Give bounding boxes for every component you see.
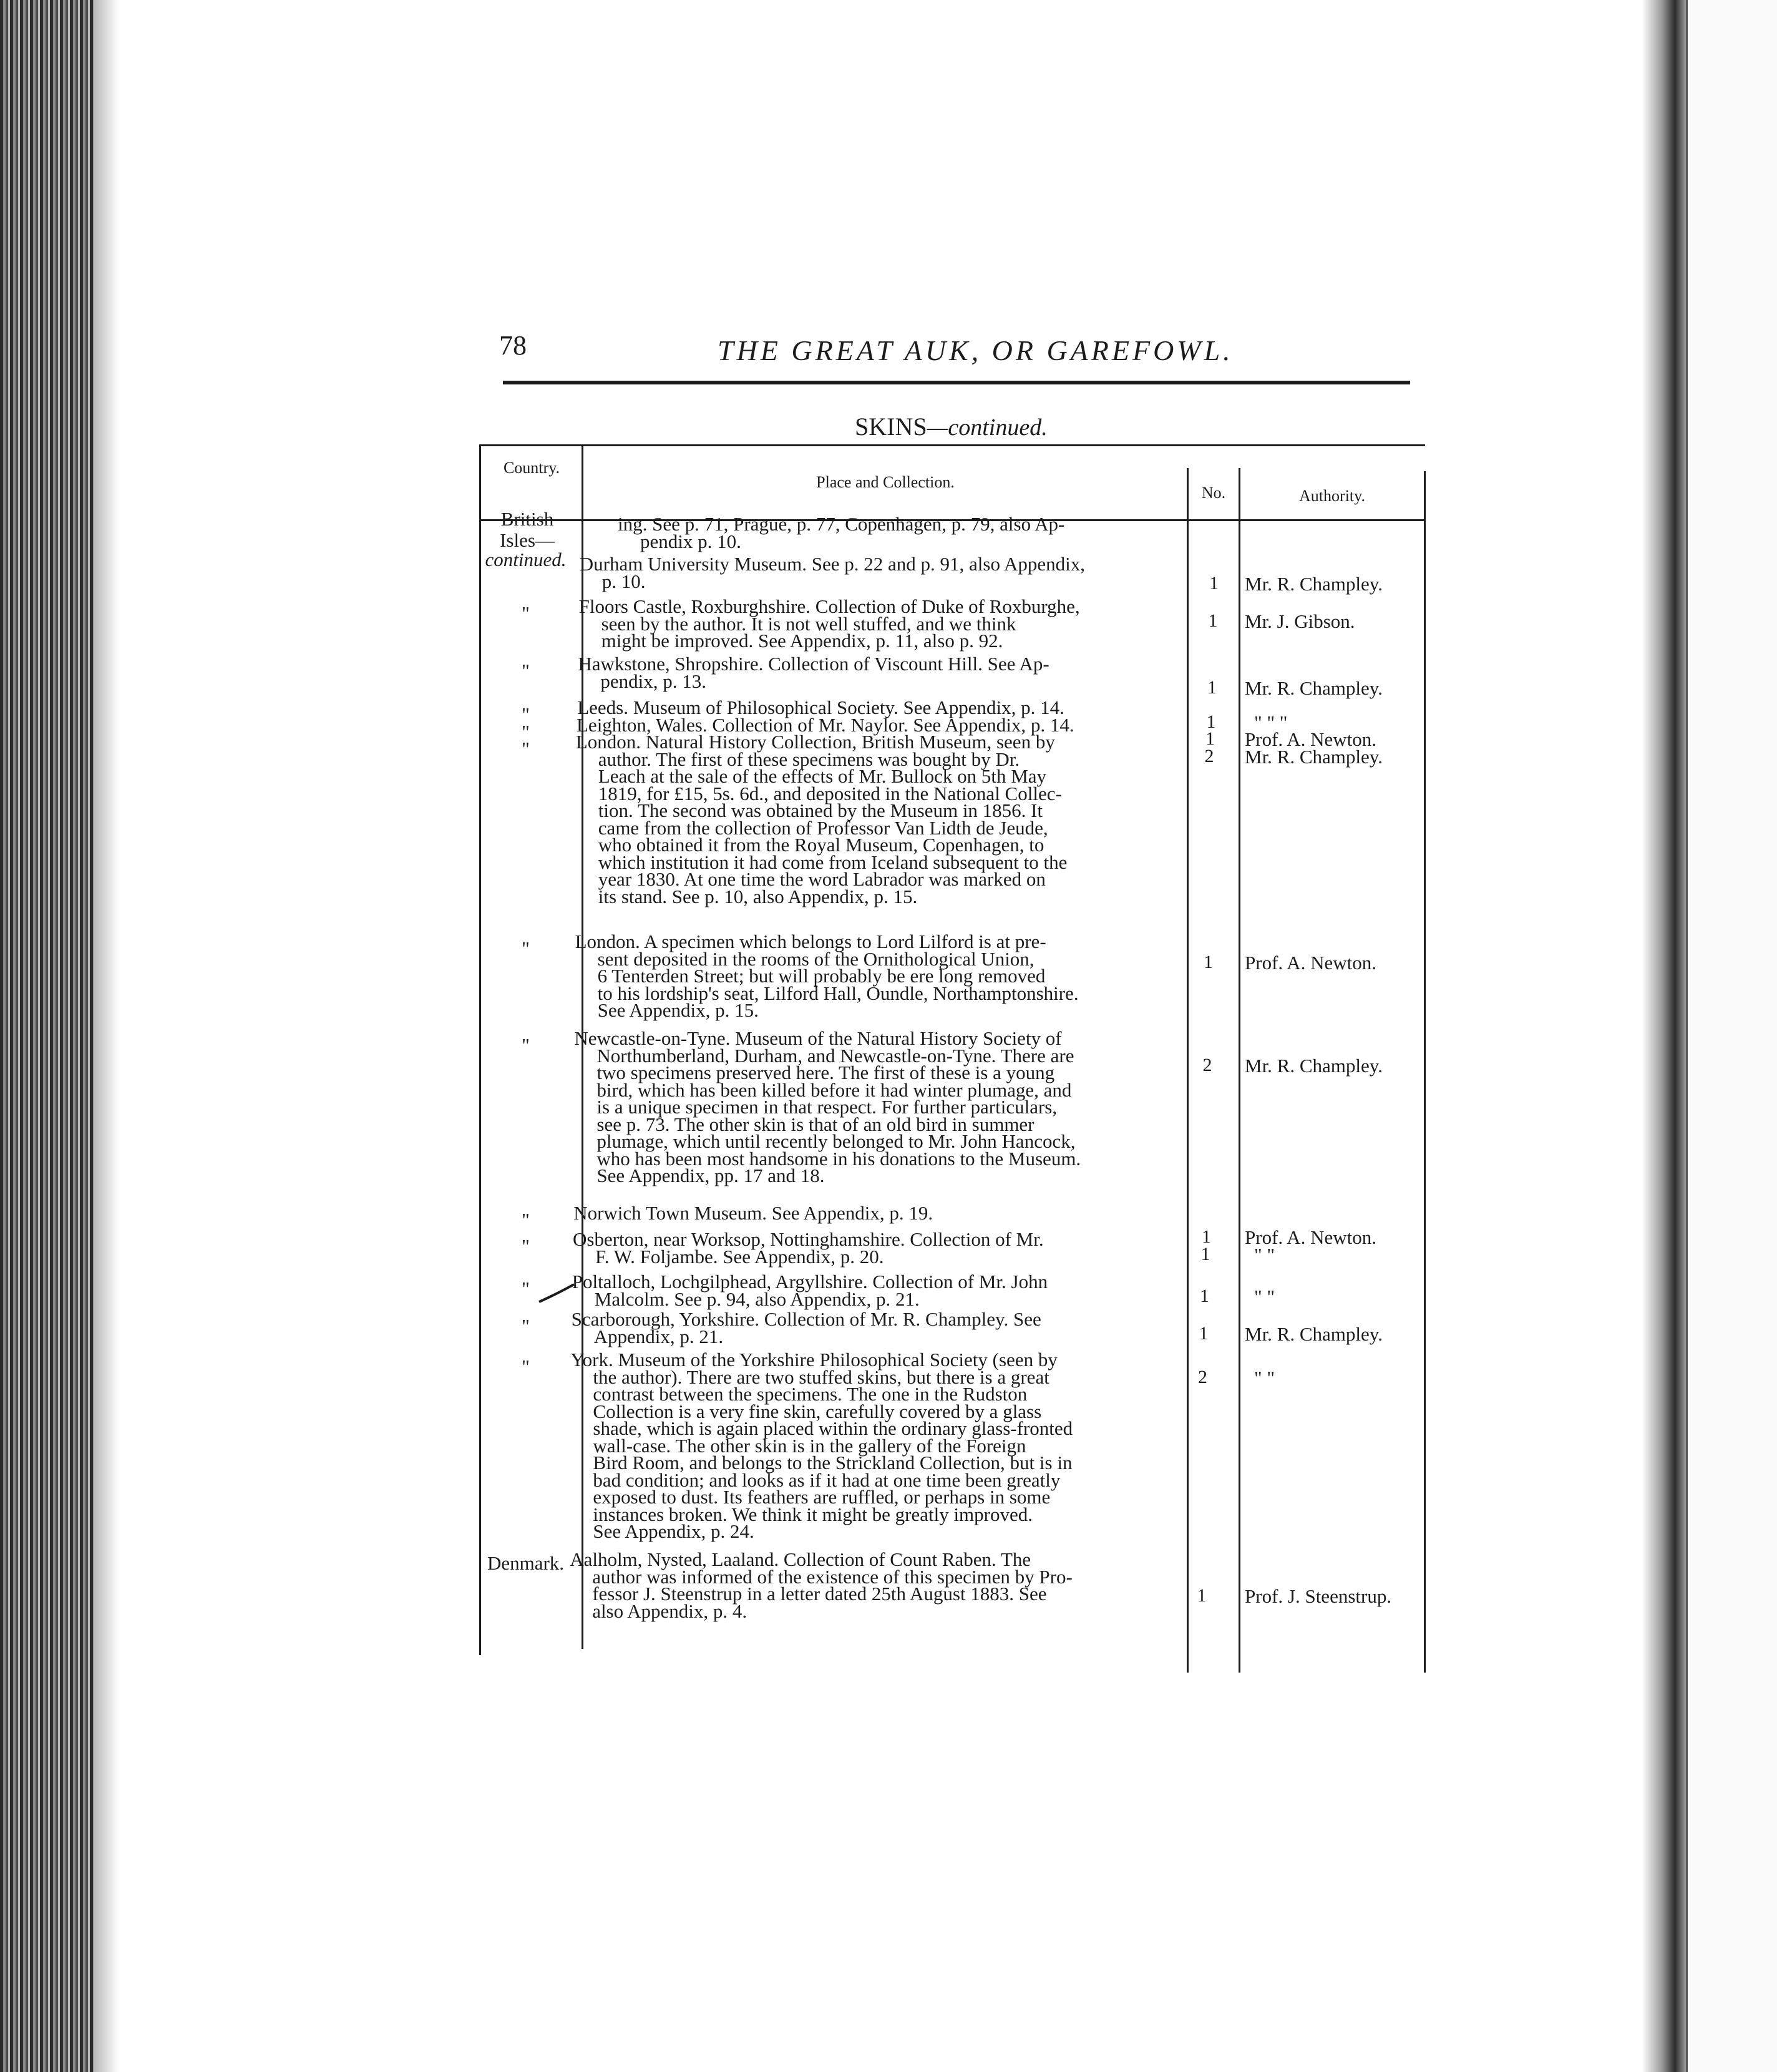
country-cell: " — [522, 738, 530, 760]
place-line: see p. 73. The other skin is that of an old bird in summer — [596, 1113, 1035, 1135]
authority-cell: Prof. J. Steenstrup. — [1245, 1585, 1392, 1607]
authority-cell: Mr. R. Champley. — [1245, 573, 1383, 595]
country-cell: British Isles— — [500, 508, 555, 551]
header-place: Place and Collection. — [816, 473, 955, 491]
place-line: York. Museum of the Yorkshire Philosophical Society (seen by — [570, 1349, 1058, 1371]
count-cell: 1 — [1207, 677, 1217, 698]
country-cell: Denmark. — [487, 1552, 565, 1574]
place-line: instances broken. We think it might be greatly improved. — [593, 1503, 1033, 1525]
place-line: bird, which has been killed before it had winter plumage, and — [596, 1078, 1072, 1101]
authority-cell: Mr. J. Gibson. — [1245, 610, 1355, 632]
place-line: which institution it had come from Iceland subsequent to the — [598, 851, 1068, 873]
count-cell: 1 — [1200, 1244, 1210, 1264]
authority-cell: " " — [1254, 1286, 1275, 1307]
place-line: Bird Room, and belongs to the Strickland Collection, but is in — [593, 1452, 1073, 1473]
authority-cell: Prof. A. Newton. — [1245, 728, 1376, 750]
header-country: Country. — [503, 459, 560, 477]
authority-cell: Mr. R. Champley. — [1245, 1323, 1383, 1345]
place-line: the author). There are two stuffed skins, but there is a great — [593, 1366, 1049, 1388]
place-line: Floors Castle, Roxburghshire. Collection of Duke of Roxburghe, — [578, 595, 1080, 617]
authority-cell: Mr. R. Champley. — [1245, 1055, 1383, 1077]
place-line: Poltalloch, Lochgilphead, Argyllshire. Collection of Mr. John — [572, 1271, 1048, 1293]
place-line: pendix, p. 13. — [600, 670, 707, 692]
place-line: might be improved. See Appendix, p. 11, also p. 92. — [601, 630, 1003, 652]
country-cell: " — [522, 1235, 530, 1257]
place-line: tion. The second was obtained by the Museum in 1856. It — [598, 799, 1043, 821]
place-line: Durham University Museum. See p. 22 and p. 91, also Appendix, — [579, 553, 1086, 575]
country-cell: " — [522, 660, 530, 682]
place-line: author was informed of the existence of this specimen by Pro- — [592, 1565, 1073, 1588]
place-line: See Appendix, pp. 17 and 18. — [596, 1165, 825, 1186]
place-line: year 1830. At one time the word Labrador was marked on — [598, 868, 1046, 890]
country-cell: " — [522, 1315, 530, 1337]
place-line: is a unique specimen in that respect. For further particulars, — [596, 1096, 1058, 1118]
place-line: also Appendix, p. 4. — [592, 1600, 747, 1622]
page-number: 78 — [499, 330, 527, 361]
authority-cell: " " " — [1254, 711, 1288, 733]
handwritten-pointer-mark — [538, 1279, 575, 1304]
count-cell: 1 — [1206, 711, 1216, 732]
place-line: Malcolm. See p. 94, also Appendix, p. 21. — [594, 1288, 920, 1310]
book-gutter-right — [1642, 0, 1686, 2072]
count-cell: 1 — [1202, 1226, 1211, 1247]
header-no: No. — [1201, 484, 1226, 502]
authority-cell: Mr. R. Champley. — [1245, 746, 1383, 768]
place-line: Appendix, p. 21. — [593, 1325, 724, 1347]
place-line: who obtained it from the Royal Museum, Copenhagen, to — [598, 834, 1044, 856]
running-head: THE GREAT AUK, OR GAREFOWL. — [718, 335, 1234, 366]
no-divider-right — [1239, 468, 1240, 1673]
place-line: its stand. See p. 10, also Appendix, p. 15. — [598, 885, 918, 907]
count-cell: 2 — [1198, 1367, 1207, 1387]
count-cell: 1 — [1205, 728, 1215, 749]
country-cell: " — [522, 937, 530, 959]
section-title — [855, 412, 1048, 441]
place-line: plumage, which until recently belonged to Mr. John Hancock, — [596, 1130, 1076, 1152]
place-line: pendix p. 10. — [640, 530, 741, 552]
place-line: Osberton, near Worksop, Nottinghamshire. Collection of Mr. — [573, 1228, 1044, 1250]
place-line: Scarborough, Yorkshire. Collection of Mr. R. Champley. See — [571, 1308, 1041, 1330]
authority-cell: Prof. A. Newton. — [1245, 952, 1376, 974]
place-line: Leach at the sale of the effects of Mr. Bullock on 5th May — [598, 765, 1047, 787]
place-line: Newcastle-on-Tyne. Museum of the Natural History Society of — [574, 1027, 1062, 1049]
count-cell: 1 — [1200, 1286, 1209, 1306]
place-line: contrast between the specimens. The one in the Rudston — [593, 1383, 1028, 1405]
place-line: came from the collection of Professor Van Lidth de Jeude, — [598, 816, 1048, 839]
place-line: seen by the author. It is not well stuffed, and we think — [601, 612, 1016, 635]
place-line: shade, which is again placed within the ordinary glass-fronted — [593, 1417, 1073, 1439]
count-cell: 1 — [1204, 952, 1213, 972]
place-line: See Appendix, p. 24. — [593, 1520, 754, 1542]
country-cell: " — [522, 703, 530, 725]
place-line: See Appendix, p. 15. — [597, 999, 759, 1021]
place-line: p. 10. — [601, 570, 646, 592]
place-line: Norwich Town Museum. See Appendix, p. 19. — [573, 1202, 933, 1224]
section-title-suffix: —continued. — [927, 414, 1048, 441]
authority-cell: " " — [1254, 1367, 1275, 1389]
place-line: ing. See p. 71, Prague, p. 77, Copenhagen, p. 79, also Ap- — [618, 513, 1065, 535]
place-line: author. The first of these specimens was bought by Dr. — [598, 748, 1020, 770]
section-title-text: SKINS — [855, 413, 927, 441]
place-line: to his lordship's seat, Lilford Hall, Oundle, Northamptonshire. — [597, 982, 1079, 1004]
place-line: Northumberland, Durham, and Newcastle-on-Tyne. There are — [596, 1044, 1074, 1067]
authority-cell: Prof. A. Newton. — [1245, 1226, 1376, 1248]
count-cell: 2 — [1204, 746, 1214, 766]
place-line: who has been most handsome in his donations to the Museum. — [596, 1147, 1081, 1170]
place-line: Collection is a very fine skin, carefully covered by a glass — [593, 1400, 1042, 1422]
place-line: two specimens preserved here. The first of these is a young — [596, 1062, 1055, 1083]
place-line: exposed to dust. Its feathers are ruffled, or perhaps in some — [593, 1486, 1051, 1508]
place-line: Aalholm, Nysted, Laaland. Collection of Count Raben. The — [570, 1548, 1031, 1570]
count-cell: 2 — [1202, 1055, 1212, 1075]
place-line: fessor J. Steenstrup in a letter dated 25th August 1883. See — [592, 1583, 1047, 1605]
count-cell: 1 — [1199, 1323, 1209, 1344]
country-cell: " — [522, 602, 530, 624]
country-cell-continued: continued. — [485, 549, 567, 570]
place-line: wall-case. The other skin is in the gallery of the Foreign — [593, 1434, 1026, 1457]
place-line: bad condition; and looks as if it had at one time been greatly — [593, 1468, 1061, 1491]
country-cell: " — [522, 1278, 530, 1299]
facing-page-edge — [1686, 0, 1777, 2072]
place-line: sent deposited in the rooms of the Ornithological Union, — [597, 947, 1035, 970]
country-cell: " — [522, 1356, 530, 1377]
authority-cell: " " — [1254, 1244, 1275, 1266]
place-line: Leeds. Museum of Philosophical Society. See Appendix, p. 14. — [577, 696, 1064, 718]
country-cell: " — [522, 1034, 530, 1056]
country-cell: " — [522, 721, 530, 743]
place-line: Hawkstone, Shropshire. Collection of Viscount Hill. See Ap- — [578, 653, 1049, 675]
country-cell: " — [522, 1209, 530, 1231]
count-cell: 1 — [1197, 1585, 1207, 1606]
place-line: F. W. Foljambe. See Appendix, p. 20. — [595, 1245, 884, 1268]
place-line: Leighton, Wales. Collection of Mr. Naylor. See Appendix, p. 14. — [577, 714, 1074, 736]
place-line: London. Natural History Collection, British Museum, seen by — [575, 731, 1055, 753]
count-cell: 1 — [1209, 573, 1219, 594]
header-rule — [503, 381, 1410, 384]
count-cell: 1 — [1208, 610, 1218, 631]
table-top-rule — [480, 444, 1425, 446]
place-line: London. A specimen which belongs to Lord Lilford is at pre- — [575, 931, 1046, 952]
book-edge-left — [0, 0, 94, 2072]
place-line: 6 Tenterden Street; but will probably be ere long removed — [597, 965, 1046, 987]
authority-cell: Mr. R. Champley. — [1245, 677, 1383, 699]
page-shadow-left — [94, 0, 119, 2072]
header-authority: Authority. — [1299, 487, 1365, 505]
place-line: 1819, for £15, 5s. 6d., and deposited in the National Collec- — [598, 782, 1062, 804]
